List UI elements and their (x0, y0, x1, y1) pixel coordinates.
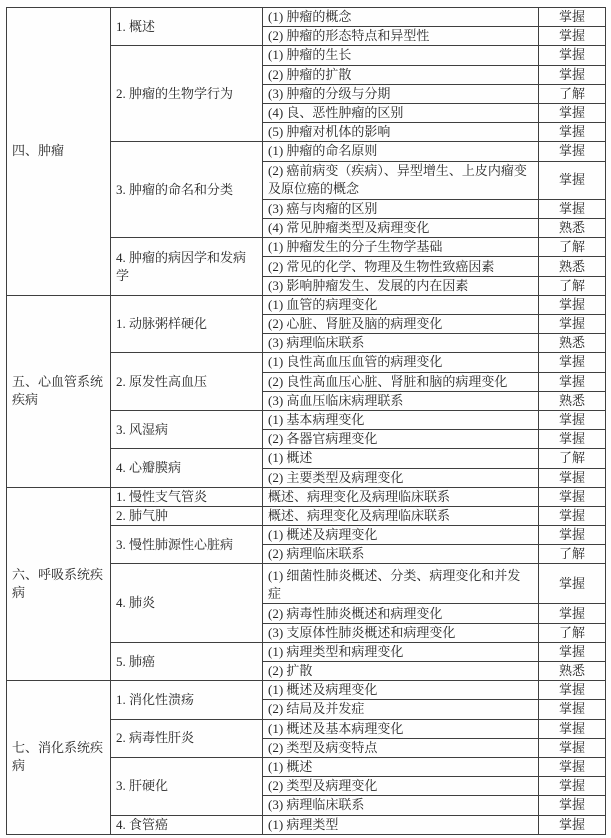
item-cell: (3) 高血压临床病理联系 (263, 391, 539, 410)
item-cell: (1) 概述及病理变化 (263, 681, 539, 700)
level-cell: 掌握 (539, 430, 606, 449)
category-cell: 四、肿瘤 (7, 8, 111, 296)
item-cell: (1) 概述及基本病理变化 (263, 719, 539, 738)
topic-cell: 1. 消化性溃疡 (111, 681, 263, 719)
level-cell: 了解 (539, 545, 606, 564)
item-cell: (1) 概述 (263, 449, 539, 468)
topic-cell: 5. 肺癌 (111, 642, 263, 680)
level-cell: 掌握 (539, 815, 606, 834)
topic-cell: 4. 心瓣膜病 (111, 449, 263, 487)
level-cell: 掌握 (539, 27, 606, 46)
table-row (7, 8, 606, 27)
category-cell: 五、心血管系统疾病 (7, 295, 111, 487)
item-cell: (3) 肿瘤的分级与分期 (263, 84, 539, 103)
level-cell: 掌握 (539, 564, 606, 604)
level-cell: 熟悉 (539, 662, 606, 681)
table-row (7, 487, 606, 506)
level-cell: 了解 (539, 276, 606, 295)
item-cell: (1) 肿瘤的命名原则 (263, 142, 539, 161)
level-cell: 掌握 (539, 487, 606, 506)
level-cell: 熟悉 (539, 219, 606, 238)
topic-cell: 3. 风湿病 (111, 410, 263, 448)
topic-cell: 1. 慢性支气管炎 (111, 487, 263, 506)
item-cell: (1) 血管的病理变化 (263, 295, 539, 314)
item-cell: (4) 良、恶性肿瘤的区别 (263, 103, 539, 122)
topic-cell: 3. 慢性肺源性心脏病 (111, 526, 263, 564)
level-cell: 掌握 (539, 506, 606, 525)
level-cell: 掌握 (539, 777, 606, 796)
level-cell: 掌握 (539, 142, 606, 161)
item-cell: (1) 概述 (263, 757, 539, 776)
topic-cell: 3. 肿瘤的命名和分类 (111, 142, 263, 238)
level-cell: 熟悉 (539, 391, 606, 410)
level-cell: 掌握 (539, 681, 606, 700)
level-cell: 掌握 (539, 642, 606, 661)
item-cell: (3) 支原体性肺炎概述和病理变化 (263, 623, 539, 642)
item-cell: (1) 良性高血压血管的病理变化 (263, 353, 539, 372)
item-cell: (2) 良性高血压心脏、肾脏和脑的病理变化 (263, 372, 539, 391)
item-cell: (3) 病理临床联系 (263, 796, 539, 815)
level-cell: 掌握 (539, 796, 606, 815)
level-cell: 熟悉 (539, 334, 606, 353)
item-cell: (1) 基本病理变化 (263, 410, 539, 429)
level-cell: 了解 (539, 84, 606, 103)
topic-cell: 4. 食管癌 (111, 815, 263, 834)
item-cell: (2) 类型及病变特点 (263, 738, 539, 757)
table-row (7, 295, 606, 314)
level-cell: 掌握 (539, 468, 606, 487)
level-cell: 掌握 (539, 410, 606, 429)
item-cell: (1) 病理类型和病理变化 (263, 642, 539, 661)
level-cell: 掌握 (539, 526, 606, 545)
item-cell: (1) 概述及病理变化 (263, 526, 539, 545)
level-cell: 掌握 (539, 8, 606, 27)
item-cell: (1) 肿瘤的概念 (263, 8, 539, 27)
topic-cell: 2. 原发性高血压 (111, 353, 263, 411)
item-cell: (5) 肿瘤对机体的影响 (263, 123, 539, 142)
item-cell: (2) 主要类型及病理变化 (263, 468, 539, 487)
table-row (7, 681, 606, 700)
topic-cell: 2. 肺气肿 (111, 506, 263, 525)
level-cell: 掌握 (539, 353, 606, 372)
level-cell: 掌握 (539, 65, 606, 84)
topic-cell: 1. 概述 (111, 8, 263, 46)
item-cell: (2) 扩散 (263, 662, 539, 681)
level-cell: 掌握 (539, 46, 606, 65)
level-cell: 掌握 (539, 738, 606, 757)
item-cell: (1) 肿瘤发生的分子生物学基础 (263, 238, 539, 257)
level-cell: 掌握 (539, 372, 606, 391)
level-cell: 掌握 (539, 295, 606, 314)
item-cell: (2) 癌前病变（疾病）、异型增生、上皮内瘤变及原位癌的概念 (263, 161, 539, 199)
level-cell: 了解 (539, 623, 606, 642)
topic-cell: 4. 肿瘤的病因学和发病学 (111, 238, 263, 296)
item-cell: (1) 肿瘤的生长 (263, 46, 539, 65)
category-cell: 六、呼吸系统疾病 (7, 487, 111, 681)
item-cell: 概述、病理变化及病理临床联系 (263, 487, 539, 506)
item-cell: (4) 常见肿瘤类型及病理变化 (263, 219, 539, 238)
item-cell: 概述、病理变化及病理临床联系 (263, 506, 539, 525)
level-cell: 掌握 (539, 719, 606, 738)
topic-cell: 2. 肿瘤的生物学行为 (111, 46, 263, 142)
level-cell: 掌握 (539, 757, 606, 776)
topic-cell: 4. 肺炎 (111, 564, 263, 642)
item-cell: (1) 细菌性肺炎概述、分类、病理变化和并发症 (263, 564, 539, 604)
level-cell: 了解 (539, 449, 606, 468)
item-cell: (2) 类型及病理变化 (263, 777, 539, 796)
item-cell: (2) 心脏、肾脏及脑的病理变化 (263, 315, 539, 334)
item-cell: (3) 病理临床联系 (263, 334, 539, 353)
category-cell: 七、消化系统疾病 (7, 681, 111, 835)
item-cell: (3) 癌与肉瘤的区别 (263, 199, 539, 218)
level-cell: 掌握 (539, 315, 606, 334)
level-cell: 掌握 (539, 161, 606, 199)
item-cell: (2) 病毒性肺炎概述和病理变化 (263, 604, 539, 623)
item-cell: (3) 影响肿瘤发生、发展的内在因素 (263, 276, 539, 295)
syllabus-table-body (7, 8, 606, 835)
syllabus-table (6, 7, 606, 835)
item-cell: (2) 肿瘤的扩散 (263, 65, 539, 84)
topic-cell: 1. 动脉粥样硬化 (111, 295, 263, 353)
item-cell: (2) 各器官病理变化 (263, 430, 539, 449)
item-cell: (2) 结局及并发症 (263, 700, 539, 719)
level-cell: 掌握 (539, 604, 606, 623)
topic-cell: 3. 肝硬化 (111, 757, 263, 815)
item-cell: (2) 常见的化学、物理及生物性致癌因素 (263, 257, 539, 276)
item-cell: (2) 病理临床联系 (263, 545, 539, 564)
level-cell: 掌握 (539, 123, 606, 142)
level-cell: 了解 (539, 238, 606, 257)
level-cell: 掌握 (539, 700, 606, 719)
item-cell: (2) 肿瘤的形态特点和异型性 (263, 27, 539, 46)
item-cell: (1) 病理类型 (263, 815, 539, 834)
topic-cell: 2. 病毒性肝炎 (111, 719, 263, 757)
level-cell: 掌握 (539, 103, 606, 122)
level-cell: 掌握 (539, 199, 606, 218)
level-cell: 熟悉 (539, 257, 606, 276)
